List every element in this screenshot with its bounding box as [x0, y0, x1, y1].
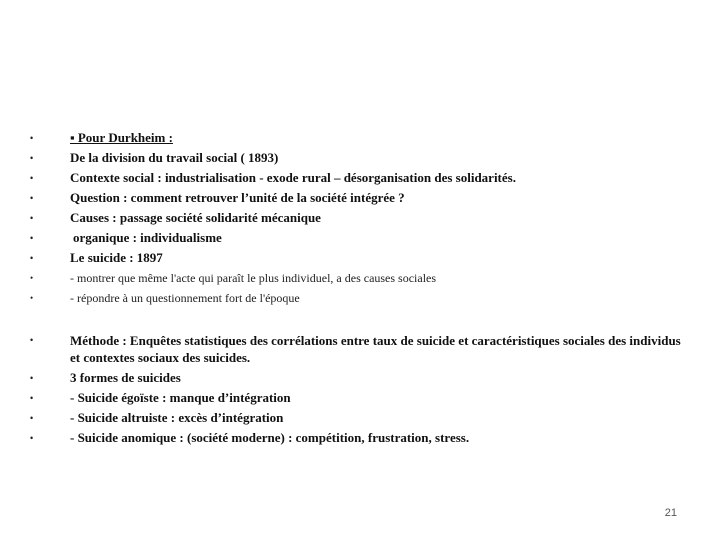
item-text: De la division du travail social ( 1893) [70, 150, 279, 165]
bullet-list-durkheim [28, 128, 688, 308]
list-item [28, 408, 688, 428]
list-item [28, 388, 688, 408]
item-text: 3 formes de suicides [70, 370, 181, 385]
bullet-icon: • [30, 173, 34, 183]
item-text: - Suicide anomique : (société moderne) : compétition, frustration, stress. [70, 430, 470, 445]
page-number: 21 [664, 507, 677, 519]
item-text: - Suicide égoïste : manque d’intégration [70, 390, 291, 405]
item-text: - Suicide altruiste : excès d’intégration [70, 410, 284, 425]
item-text: Question : comment retrouver l’unité de la société intégrée ? [70, 190, 405, 205]
bullet-icon: • [30, 213, 34, 223]
bullet-icon: • [30, 373, 34, 383]
item-text: - montrer que même l'acte qui paraît le plus individuel, a des causes sociales [70, 271, 437, 285]
bullet-icon: • [30, 133, 34, 143]
bullet-icon: • [30, 193, 34, 203]
item-text: ▪ Pour Durkheim : [70, 130, 173, 145]
item-text: Le suicide : 1897 [70, 250, 163, 265]
list-item [28, 228, 688, 248]
bullet-icon: • [30, 413, 34, 423]
list-item [28, 188, 688, 208]
bullet-list-methode [28, 330, 688, 448]
list-item [28, 288, 688, 308]
bullet-icon: • [30, 293, 34, 303]
list-item [28, 368, 688, 388]
bullet-icon: • [30, 335, 34, 345]
list-item [28, 148, 688, 168]
list-item [28, 248, 688, 268]
bullet-icon: • [30, 153, 34, 163]
item-text: Méthode : Enquêtes statistiques des corrélations entre taux de suicide et caractéristiques sociales des individus et contextes sociaux des suicides. [70, 333, 681, 365]
item-text: Causes : passage société solidarité mécanique [70, 210, 321, 225]
list-item [28, 268, 688, 288]
list-item [28, 330, 688, 366]
bullet-icon: • [30, 233, 34, 243]
item-text: Contexte social : industrialisation - exode rural – désorganisation des solidarités. [70, 170, 516, 185]
bullet-icon: • [30, 253, 34, 263]
item-text: - répondre à un questionnement fort de l'époque [70, 291, 300, 305]
list-item [28, 168, 688, 188]
bullet-icon: • [30, 393, 34, 403]
list-item [28, 128, 688, 148]
item-text: organique : individualisme [73, 230, 222, 245]
bullet-icon: • [30, 273, 34, 283]
list-item [28, 208, 688, 228]
bullet-icon: • [30, 433, 34, 443]
list-item [28, 428, 688, 448]
